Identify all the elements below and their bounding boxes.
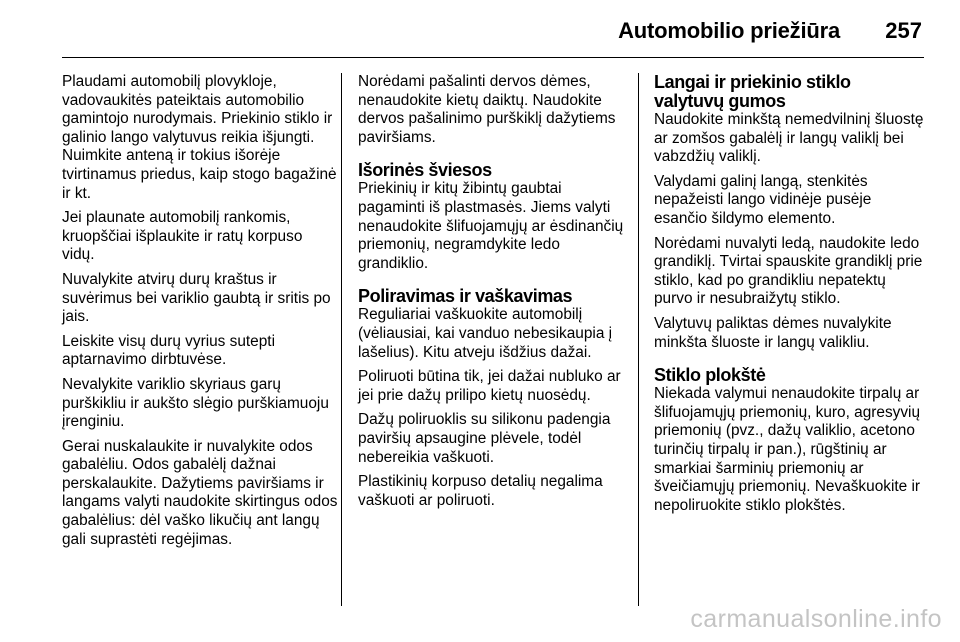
column-middle bbox=[358, 73, 628, 516]
paragraph: Plastikinių korpuso detalių negalima vaškuoti ar poliruoti. bbox=[358, 473, 603, 509]
section-heading-glass-panel: Stiklo plokštė bbox=[654, 365, 766, 386]
paragraph: Naudokite minkštą nemedvilninį šluostę ar zomšos gabalėlį ir langų valiklį bei vabzdžių valiklį. bbox=[654, 111, 924, 166]
column-left bbox=[62, 73, 338, 555]
paragraph: Dažų poliruoklis su silikonu padengia paviršių apsaugine plėvele, todėl nebereikia vaškuoti. bbox=[358, 411, 611, 466]
page-title: Automobilio priežiūra bbox=[618, 18, 840, 43]
paragraph: Valydami galinį langą, stenkitės nepažeisti lango vidinėje pusėje esančio šildymo elemento. bbox=[654, 172, 872, 227]
paragraph: Nuvalykite atvirų durų kraštus ir suvėrimus bei variklio gaubtą ir sritis po jais. bbox=[62, 270, 331, 326]
section-heading-exterior-lights: Išorinės šviesos bbox=[358, 160, 492, 181]
header-divider bbox=[62, 57, 924, 58]
paragraph: Plaudami automobilį plovykloje, vadovaukitės pateiktais automobilio gamintojo nurodymais. Priekinio stiklo ir galinio lango valytuvus reikia išjungti. Nuimkite anteną ir tokius išorėje tvirtinamus priedus, kaip stogo bagažinė ir kt. bbox=[62, 73, 337, 202]
column-divider-1 bbox=[341, 73, 342, 606]
paragraph: Jei plaunate automobilį rankomis, kruopščiai išplaukite ir ratų korpuso vidų. bbox=[62, 209, 303, 264]
watermark: carmanualsonline.info bbox=[690, 605, 942, 633]
page-number: 257 bbox=[885, 18, 922, 43]
paragraph: Nevalykite variklio skyriaus garų purškikliu ir aukšto slėgio purškiamuoju įrenginiu. bbox=[62, 375, 329, 431]
paragraph: Reguliariai vaškuokite automobilį (vėliausiai, kai vanduo nebesikaupia į lašelius). Kitu atveju išdžius dažai. bbox=[358, 306, 613, 361]
page-header bbox=[0, 0, 960, 62]
paragraph: Priekinių ir kitų žibintų gaubtai pagaminti iš plastmasės. Jiems valyti nenaudokite šlifuojamųjų ar ėsdinančių priemonių, negramdykite ledo grandiklio. bbox=[358, 180, 624, 272]
paragraph: Norėdami nuvalyti ledą, naudokite ledo grandiklį. Tvirtai spauskite grandiklį prie stiklo, kad po grandikliu nepatektų purvo ir nesubraižytų stiklo. bbox=[654, 234, 923, 308]
column-right bbox=[654, 73, 924, 521]
paragraph: Niekada valymui nenaudokite tirpalų ar šlifuojamųjų priemonių, kuro, agresyvių priemonių (pvz., dažų valiklio, acetono turinčių tirpalų ir pan.), rūgštinių ar smarkiai šarminių priemonių ar šveičiamųjų priemonių. Nevaškuokite ir nepoliruokite stiklo plokštės. bbox=[654, 385, 921, 514]
column-divider-2 bbox=[638, 73, 639, 606]
paragraph: Poliruoti būtina tik, jei dažai nubluko ar jei prie dažų prilipo kietų nuosėdų. bbox=[358, 368, 621, 404]
paragraph: Leiskite visų durų vyrius sutepti aptarnavimo dirbtuvėse. bbox=[62, 332, 275, 369]
paragraph: Norėdami pašalinti dervos dėmes, nenaudokite kietų daiktų. Naudokite dervos pašalinimo purškiklį dažytiems paviršiams. bbox=[358, 73, 616, 146]
section-heading-polishing-waxing: Poliravimas ir vaškavimas bbox=[358, 286, 573, 307]
paragraph: Gerai nuskalaukite ir nuvalykite odos gabalėliu. Odos gabalėlį dažnai perskalaukite. Dažytiems paviršiams ir langams valyti naudokite skirtingus odos gabalėlius: dėl vaško likučių ant langų gali suprastėti regėjimas. bbox=[62, 437, 338, 548]
section-heading-windows-wipers: Langai ir priekinio stiklo valytuvų gumos bbox=[654, 72, 851, 111]
paragraph: Valytuvų paliktas dėmes nuvalykite minkšta šluoste ir langų valikliu. bbox=[654, 314, 892, 351]
